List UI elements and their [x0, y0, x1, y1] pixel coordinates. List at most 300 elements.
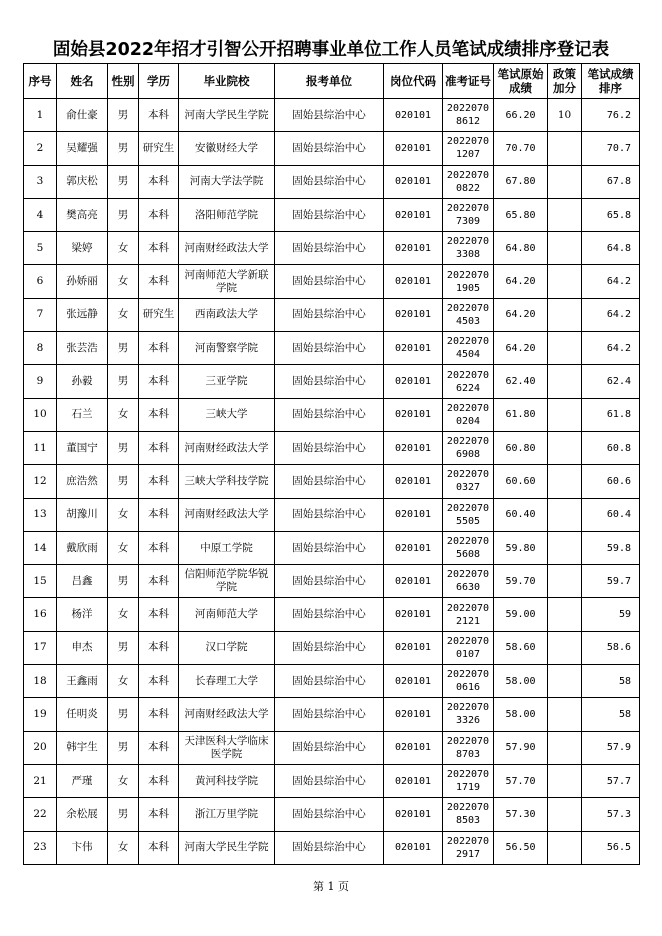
cell-seq	[24, 99, 57, 132]
page-number: 第 1 页	[313, 880, 349, 893]
cell-post-code	[384, 298, 443, 331]
cell-gender-text: 男	[117, 175, 129, 188]
cell-post-code-text: 020101	[394, 842, 432, 854]
cell-seq	[24, 398, 57, 431]
cell-gender-text: 男	[117, 375, 129, 388]
cell-name-text: 俞仕豪	[66, 108, 98, 121]
cell-final-score	[582, 365, 640, 398]
cell-school-text: 河南师范大学	[195, 608, 258, 621]
cell-unit-text: 固始县综治中心	[292, 375, 366, 388]
cell-final-score-text: 64.2	[606, 342, 631, 354]
cell-school-text: 安徽财经大学	[195, 141, 258, 154]
cell-name	[57, 332, 108, 365]
cell-unit	[275, 265, 384, 298]
cell-gender	[108, 598, 139, 631]
cell-ticket	[443, 631, 494, 664]
cell-post-code	[384, 232, 443, 265]
cell-bonus	[548, 431, 582, 464]
cell-school	[179, 365, 275, 398]
cell-ticket-text: 20220701905	[446, 269, 490, 294]
cell-bonus	[548, 465, 582, 498]
cell-unit-text: 固始县综治中心	[292, 308, 366, 321]
cell-ticket-text: 20220705505	[446, 502, 490, 527]
cell-education-text: 本科	[148, 508, 169, 521]
cell-education-text: 本科	[148, 408, 169, 421]
cell-final-score	[582, 531, 640, 564]
cell-name-text: 余松展	[66, 807, 98, 820]
cell-post-code	[384, 598, 443, 631]
cell-name	[57, 198, 108, 231]
cell-school	[179, 764, 275, 797]
cell-unit	[275, 698, 384, 731]
cell-education	[139, 332, 179, 365]
cell-gender-text: 男	[117, 441, 129, 454]
cell-seq	[24, 831, 57, 864]
cell-post-code	[384, 198, 443, 231]
cell-education-text: 研究生	[142, 308, 175, 321]
cell-ticket	[443, 698, 494, 731]
cell-bonus	[548, 565, 582, 598]
cell-raw-score-text: 58.60	[505, 642, 536, 654]
cell-seq	[24, 265, 57, 298]
cell-ticket	[443, 431, 494, 464]
cell-unit-text: 固始县综治中心	[292, 275, 366, 288]
cell-post-code-text: 020101	[394, 176, 432, 188]
cell-raw-score-text: 64.20	[505, 309, 536, 321]
table-row	[24, 731, 640, 764]
cell-seq-text: 21	[33, 774, 47, 787]
cell-seq	[24, 365, 57, 398]
cell-education	[139, 498, 179, 531]
cell-education-text: 研究生	[142, 141, 175, 154]
cell-ticket	[443, 332, 494, 365]
cell-ticket-text: 20220700327	[446, 469, 490, 494]
cell-name	[57, 565, 108, 598]
table-row	[24, 831, 640, 864]
cell-education	[139, 298, 179, 331]
cell-final-score	[582, 498, 640, 531]
cell-seq	[24, 764, 57, 797]
header-seq: 序号	[24, 64, 57, 99]
cell-name-text: 王鑫雨	[66, 674, 98, 687]
cell-seq-text: 5	[36, 241, 44, 254]
cell-post-code-text: 020101	[394, 409, 432, 421]
cell-raw-score	[494, 598, 548, 631]
cell-raw-score	[494, 265, 548, 298]
cell-final-score-text: 65.8	[606, 209, 631, 221]
cell-name-text: 孙娇丽	[66, 275, 98, 288]
table-row	[24, 531, 640, 564]
cell-bonus	[548, 631, 582, 664]
header-name: 姓名	[57, 64, 108, 99]
cell-post-code-text: 020101	[394, 642, 432, 654]
cell-unit	[275, 99, 384, 132]
cell-gender	[108, 198, 139, 231]
table-row	[24, 398, 640, 431]
cell-school-text: 中原工学院	[200, 541, 253, 554]
cell-final-score	[582, 598, 640, 631]
cell-name	[57, 798, 108, 831]
cell-seq-text: 9	[36, 375, 44, 388]
cell-gender-text: 男	[117, 108, 129, 121]
cell-name	[57, 398, 108, 431]
header-gender: 性别	[108, 64, 139, 99]
cell-name	[57, 132, 108, 165]
table-row	[24, 99, 640, 132]
cell-gender	[108, 498, 139, 531]
cell-gender	[108, 465, 139, 498]
cell-unit	[275, 198, 384, 231]
cell-raw-score-text: 62.40	[505, 376, 536, 388]
cell-unit-text: 固始县综治中心	[292, 608, 366, 621]
cell-unit	[275, 465, 384, 498]
cell-seq	[24, 731, 57, 764]
cell-ticket	[443, 598, 494, 631]
cell-bonus	[548, 332, 582, 365]
cell-raw-score-text: 64.80	[505, 242, 536, 254]
cell-unit-text: 固始县综治中心	[292, 108, 366, 121]
cell-ticket-text: 20220702121	[446, 602, 490, 627]
cell-raw-score	[494, 332, 548, 365]
cell-school-text: 河南师范大学新联学院	[184, 268, 269, 294]
cell-seq	[24, 665, 57, 698]
cell-post-code	[384, 698, 443, 731]
cell-post-code-text: 020101	[394, 575, 432, 587]
cell-seq	[24, 165, 57, 198]
cell-final-score	[582, 232, 640, 265]
cell-ticket-text: 20220700822	[446, 169, 490, 194]
cell-raw-score-text: 67.80	[505, 176, 536, 188]
cell-name-text: 石兰	[71, 408, 93, 421]
cell-education-text: 本科	[148, 241, 169, 254]
cell-gender	[108, 698, 139, 731]
cell-unit-text: 固始县综治中心	[292, 208, 366, 221]
header-education: 学历	[139, 64, 179, 99]
cell-seq	[24, 798, 57, 831]
cell-bonus	[548, 298, 582, 331]
cell-ticket	[443, 365, 494, 398]
table-row	[24, 498, 640, 531]
cell-ticket-text: 20220702917	[446, 835, 490, 860]
cell-seq-text: 13	[33, 508, 47, 521]
cell-final-score-text: 59	[618, 609, 631, 621]
cell-raw-score-text: 59.70	[505, 575, 536, 587]
cell-raw-score-text: 57.70	[505, 775, 536, 787]
cell-unit	[275, 798, 384, 831]
cell-name-text: 申杰	[71, 641, 93, 654]
cell-school	[179, 265, 275, 298]
cell-name-text: 卞伟	[71, 841, 93, 854]
cell-ticket	[443, 531, 494, 564]
cell-name	[57, 465, 108, 498]
cell-seq	[24, 465, 57, 498]
cell-bonus	[548, 764, 582, 797]
table-row	[24, 665, 640, 698]
cell-final-score-text: 64.2	[606, 276, 631, 288]
cell-seq-text: 8	[36, 341, 44, 354]
cell-school	[179, 165, 275, 198]
cell-school	[179, 198, 275, 231]
cell-post-code	[384, 398, 443, 431]
cell-post-code-text: 020101	[394, 542, 432, 554]
cell-school	[179, 731, 275, 764]
cell-ticket-text: 20220701719	[446, 769, 490, 794]
cell-seq-text: 3	[36, 175, 44, 188]
cell-name	[57, 498, 108, 531]
cell-ticket-text: 20220706630	[446, 569, 490, 594]
cell-school	[179, 398, 275, 431]
cell-unit-text: 固始县综治中心	[292, 741, 366, 754]
cell-unit-text: 固始县综治中心	[292, 574, 366, 587]
cell-post-code-text: 020101	[394, 808, 432, 820]
cell-education-text: 本科	[148, 608, 169, 621]
cell-ticket	[443, 298, 494, 331]
cell-bonus	[548, 831, 582, 864]
cell-post-code	[384, 165, 443, 198]
cell-gender	[108, 332, 139, 365]
cell-ticket-text: 20220703308	[446, 236, 490, 261]
cell-seq-text: 11	[33, 441, 47, 454]
cell-school	[179, 798, 275, 831]
cell-raw-score	[494, 298, 548, 331]
cell-gender	[108, 232, 139, 265]
cell-seq-text: 4	[36, 208, 44, 221]
cell-gender-text: 男	[117, 474, 129, 487]
cell-final-score-text: 58.6	[606, 642, 631, 654]
page-title: 固始县2022年招才引智公开招聘事业单位工作人员笔试成绩排序登记表	[52, 40, 610, 60]
cell-education	[139, 132, 179, 165]
cell-raw-score-text: 61.80	[505, 409, 536, 421]
header-final-score: 笔试成绩排序	[582, 64, 640, 99]
cell-gender-text: 女	[117, 308, 129, 321]
cell-seq	[24, 531, 57, 564]
cell-seq	[24, 565, 57, 598]
cell-unit	[275, 132, 384, 165]
cell-seq	[24, 132, 57, 165]
cell-final-score-text: 60.4	[606, 509, 631, 521]
cell-name	[57, 764, 108, 797]
cell-name-text: 戴欣雨	[66, 541, 98, 554]
cell-ticket	[443, 165, 494, 198]
cell-post-code	[384, 531, 443, 564]
table-row	[24, 265, 640, 298]
cell-gender-text: 女	[117, 608, 129, 621]
cell-ticket	[443, 665, 494, 698]
table-row	[24, 165, 640, 198]
cell-education	[139, 365, 179, 398]
cell-post-code	[384, 431, 443, 464]
cell-post-code	[384, 365, 443, 398]
cell-education-text: 本科	[148, 741, 169, 754]
cell-bonus	[548, 365, 582, 398]
cell-ticket-text: 20220700107	[446, 635, 490, 660]
cell-bonus	[548, 531, 582, 564]
cell-gender-text: 女	[117, 241, 129, 254]
cell-ticket-text: 20220708503	[446, 802, 490, 827]
cell-post-code-text: 020101	[394, 242, 432, 254]
cell-seq-text: 15	[33, 574, 47, 587]
cell-ticket-text: 20220700616	[446, 669, 490, 694]
cell-gender-text: 男	[117, 741, 129, 754]
cell-school-text: 河南警察学院	[195, 341, 258, 354]
cell-gender	[108, 665, 139, 698]
cell-ticket-text: 20220705608	[446, 536, 490, 560]
table-header-row	[24, 64, 640, 99]
header-unit: 报考单位	[275, 64, 384, 99]
cell-raw-score	[494, 232, 548, 265]
cell-final-score	[582, 665, 640, 698]
header-ticket: 准考证号	[443, 64, 494, 99]
cell-unit	[275, 731, 384, 764]
cell-name-text: 庶浩然	[66, 474, 98, 487]
cell-final-score	[582, 764, 640, 797]
cell-gender	[108, 531, 139, 564]
cell-name	[57, 631, 108, 664]
cell-final-score	[582, 265, 640, 298]
cell-school-text: 浙江万里学院	[195, 807, 258, 820]
cell-seq-text: 2	[36, 141, 44, 154]
table-row	[24, 598, 640, 631]
cell-education-text: 本科	[148, 574, 169, 587]
cell-name	[57, 232, 108, 265]
cell-unit-text: 固始县综治中心	[292, 175, 366, 188]
cell-raw-score	[494, 665, 548, 698]
cell-seq-text: 14	[33, 541, 47, 554]
cell-ticket	[443, 565, 494, 598]
cell-final-score	[582, 731, 640, 764]
cell-bonus	[548, 132, 582, 165]
cell-seq	[24, 431, 57, 464]
table-row	[24, 798, 640, 831]
cell-post-code	[384, 631, 443, 664]
cell-unit	[275, 665, 384, 698]
cell-seq-text: 16	[33, 608, 47, 621]
cell-bonus	[548, 698, 582, 731]
cell-name-text: 孙毅	[71, 375, 93, 388]
cell-raw-score-text: 60.80	[505, 442, 536, 454]
cell-education-text: 本科	[148, 807, 169, 820]
cell-school-text: 黄河科技学院	[195, 774, 258, 787]
cell-final-score	[582, 831, 640, 864]
cell-raw-score	[494, 565, 548, 598]
cell-name	[57, 531, 108, 564]
cell-final-score-text: 60.6	[606, 475, 631, 487]
cell-education-text: 本科	[148, 208, 169, 221]
cell-education-text: 本科	[148, 441, 169, 454]
cell-final-score-text: 57.9	[606, 742, 631, 754]
table-row	[24, 764, 640, 797]
cell-gender-text: 男	[117, 574, 129, 587]
cell-post-code-text: 020101	[394, 142, 432, 154]
cell-gender-text: 女	[117, 841, 129, 854]
cell-unit-text: 固始县综治中心	[292, 241, 366, 254]
cell-final-score	[582, 99, 640, 132]
cell-seq	[24, 631, 57, 664]
cell-unit	[275, 165, 384, 198]
cell-final-score-text: 57.3	[606, 808, 631, 820]
table-row	[24, 332, 640, 365]
cell-school	[179, 831, 275, 864]
cell-gender	[108, 398, 139, 431]
cell-education	[139, 531, 179, 564]
cell-raw-score-text: 64.20	[505, 342, 536, 354]
cell-post-code-text: 020101	[394, 675, 432, 687]
cell-seq-text: 7	[36, 308, 44, 321]
cell-gender-text: 男	[117, 707, 129, 720]
cell-gender	[108, 731, 139, 764]
cell-gender	[108, 431, 139, 464]
cell-ticket	[443, 132, 494, 165]
cell-school	[179, 665, 275, 698]
table-row	[24, 465, 640, 498]
cell-ticket	[443, 498, 494, 531]
cell-school	[179, 698, 275, 731]
table-row	[24, 132, 640, 165]
cell-education	[139, 165, 179, 198]
cell-gender-text: 女	[117, 408, 129, 421]
cell-education	[139, 565, 179, 598]
cell-final-score-text: 58	[618, 708, 631, 720]
cell-raw-score	[494, 365, 548, 398]
cell-education	[139, 764, 179, 797]
cell-post-code	[384, 665, 443, 698]
cell-name-text: 吴耀强	[66, 141, 98, 154]
cell-seq-text: 20	[33, 741, 47, 754]
score-table	[23, 63, 640, 865]
cell-unit-text: 固始县综治中心	[292, 807, 366, 820]
cell-final-score-text: 58	[618, 675, 631, 687]
cell-gender	[108, 631, 139, 664]
cell-raw-score	[494, 831, 548, 864]
cell-unit-text: 固始县综治中心	[292, 141, 366, 154]
cell-gender-text: 男	[117, 807, 129, 820]
cell-education	[139, 265, 179, 298]
cell-education	[139, 99, 179, 132]
cell-school	[179, 232, 275, 265]
cell-raw-score-text: 60.60	[505, 475, 536, 487]
cell-raw-score	[494, 631, 548, 664]
cell-school	[179, 332, 275, 365]
cell-school	[179, 465, 275, 498]
cell-raw-score	[494, 498, 548, 531]
cell-raw-score-text: 58.00	[505, 675, 536, 687]
cell-post-code	[384, 99, 443, 132]
cell-education	[139, 598, 179, 631]
cell-unit-text: 固始县综治中心	[292, 841, 366, 854]
cell-name-text: 张远静	[66, 308, 98, 321]
cell-final-score-text: 76.2	[606, 109, 631, 121]
cell-ticket-text: 20220704503	[446, 302, 490, 327]
cell-post-code-text: 020101	[394, 276, 432, 288]
cell-bonus	[548, 498, 582, 531]
cell-name-text: 吕鑫	[71, 574, 93, 587]
cell-education	[139, 431, 179, 464]
cell-raw-score	[494, 99, 548, 132]
cell-education-text: 本科	[148, 707, 169, 720]
cell-final-score	[582, 565, 640, 598]
cell-post-code	[384, 565, 443, 598]
cell-raw-score-text: 66.20	[505, 109, 536, 121]
cell-raw-score	[494, 465, 548, 498]
cell-gender-text: 女	[117, 674, 129, 687]
cell-unit-text: 固始县综治中心	[292, 341, 366, 354]
cell-raw-score	[494, 798, 548, 831]
cell-education	[139, 665, 179, 698]
cell-school	[179, 431, 275, 464]
cell-gender	[108, 165, 139, 198]
cell-school-text: 汉口学院	[205, 641, 248, 654]
cell-raw-score-text: 70.70	[505, 142, 536, 154]
